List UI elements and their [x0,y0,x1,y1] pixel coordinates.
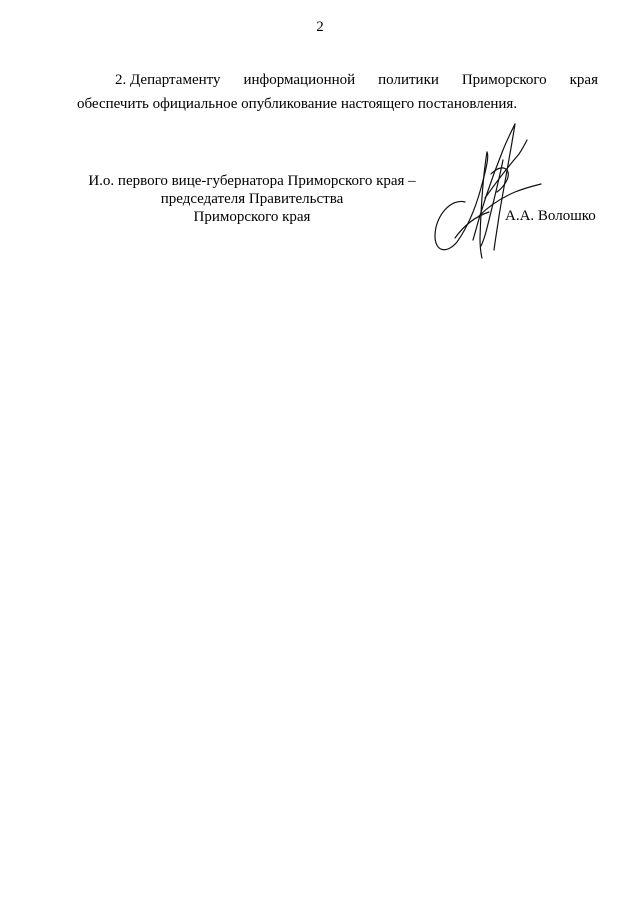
signer-title-line: Приморского края [193,209,311,225]
paragraph-line-2: обеспечить официальное опубликование настоящего постановления. [77,96,518,112]
paragraph-word: Приморского [461,72,547,88]
paragraph-word: политики [378,72,439,88]
paragraph-line-1 [77,68,598,92]
handwritten-signature [425,120,545,265]
signer-title [82,172,422,226]
paragraph-word: информационной [243,72,356,88]
signer-title-line: председателя Правительства [160,191,344,207]
signer-title-line: И.о. первого вице-губернатора Приморского края – [88,173,416,189]
paragraph-word: края [569,72,598,88]
paragraph-word: 2. Департаменту [115,72,221,88]
signer-name: А.А. Волошко [505,208,596,224]
page-number: 2 [316,19,324,35]
body-paragraph [77,68,598,116]
